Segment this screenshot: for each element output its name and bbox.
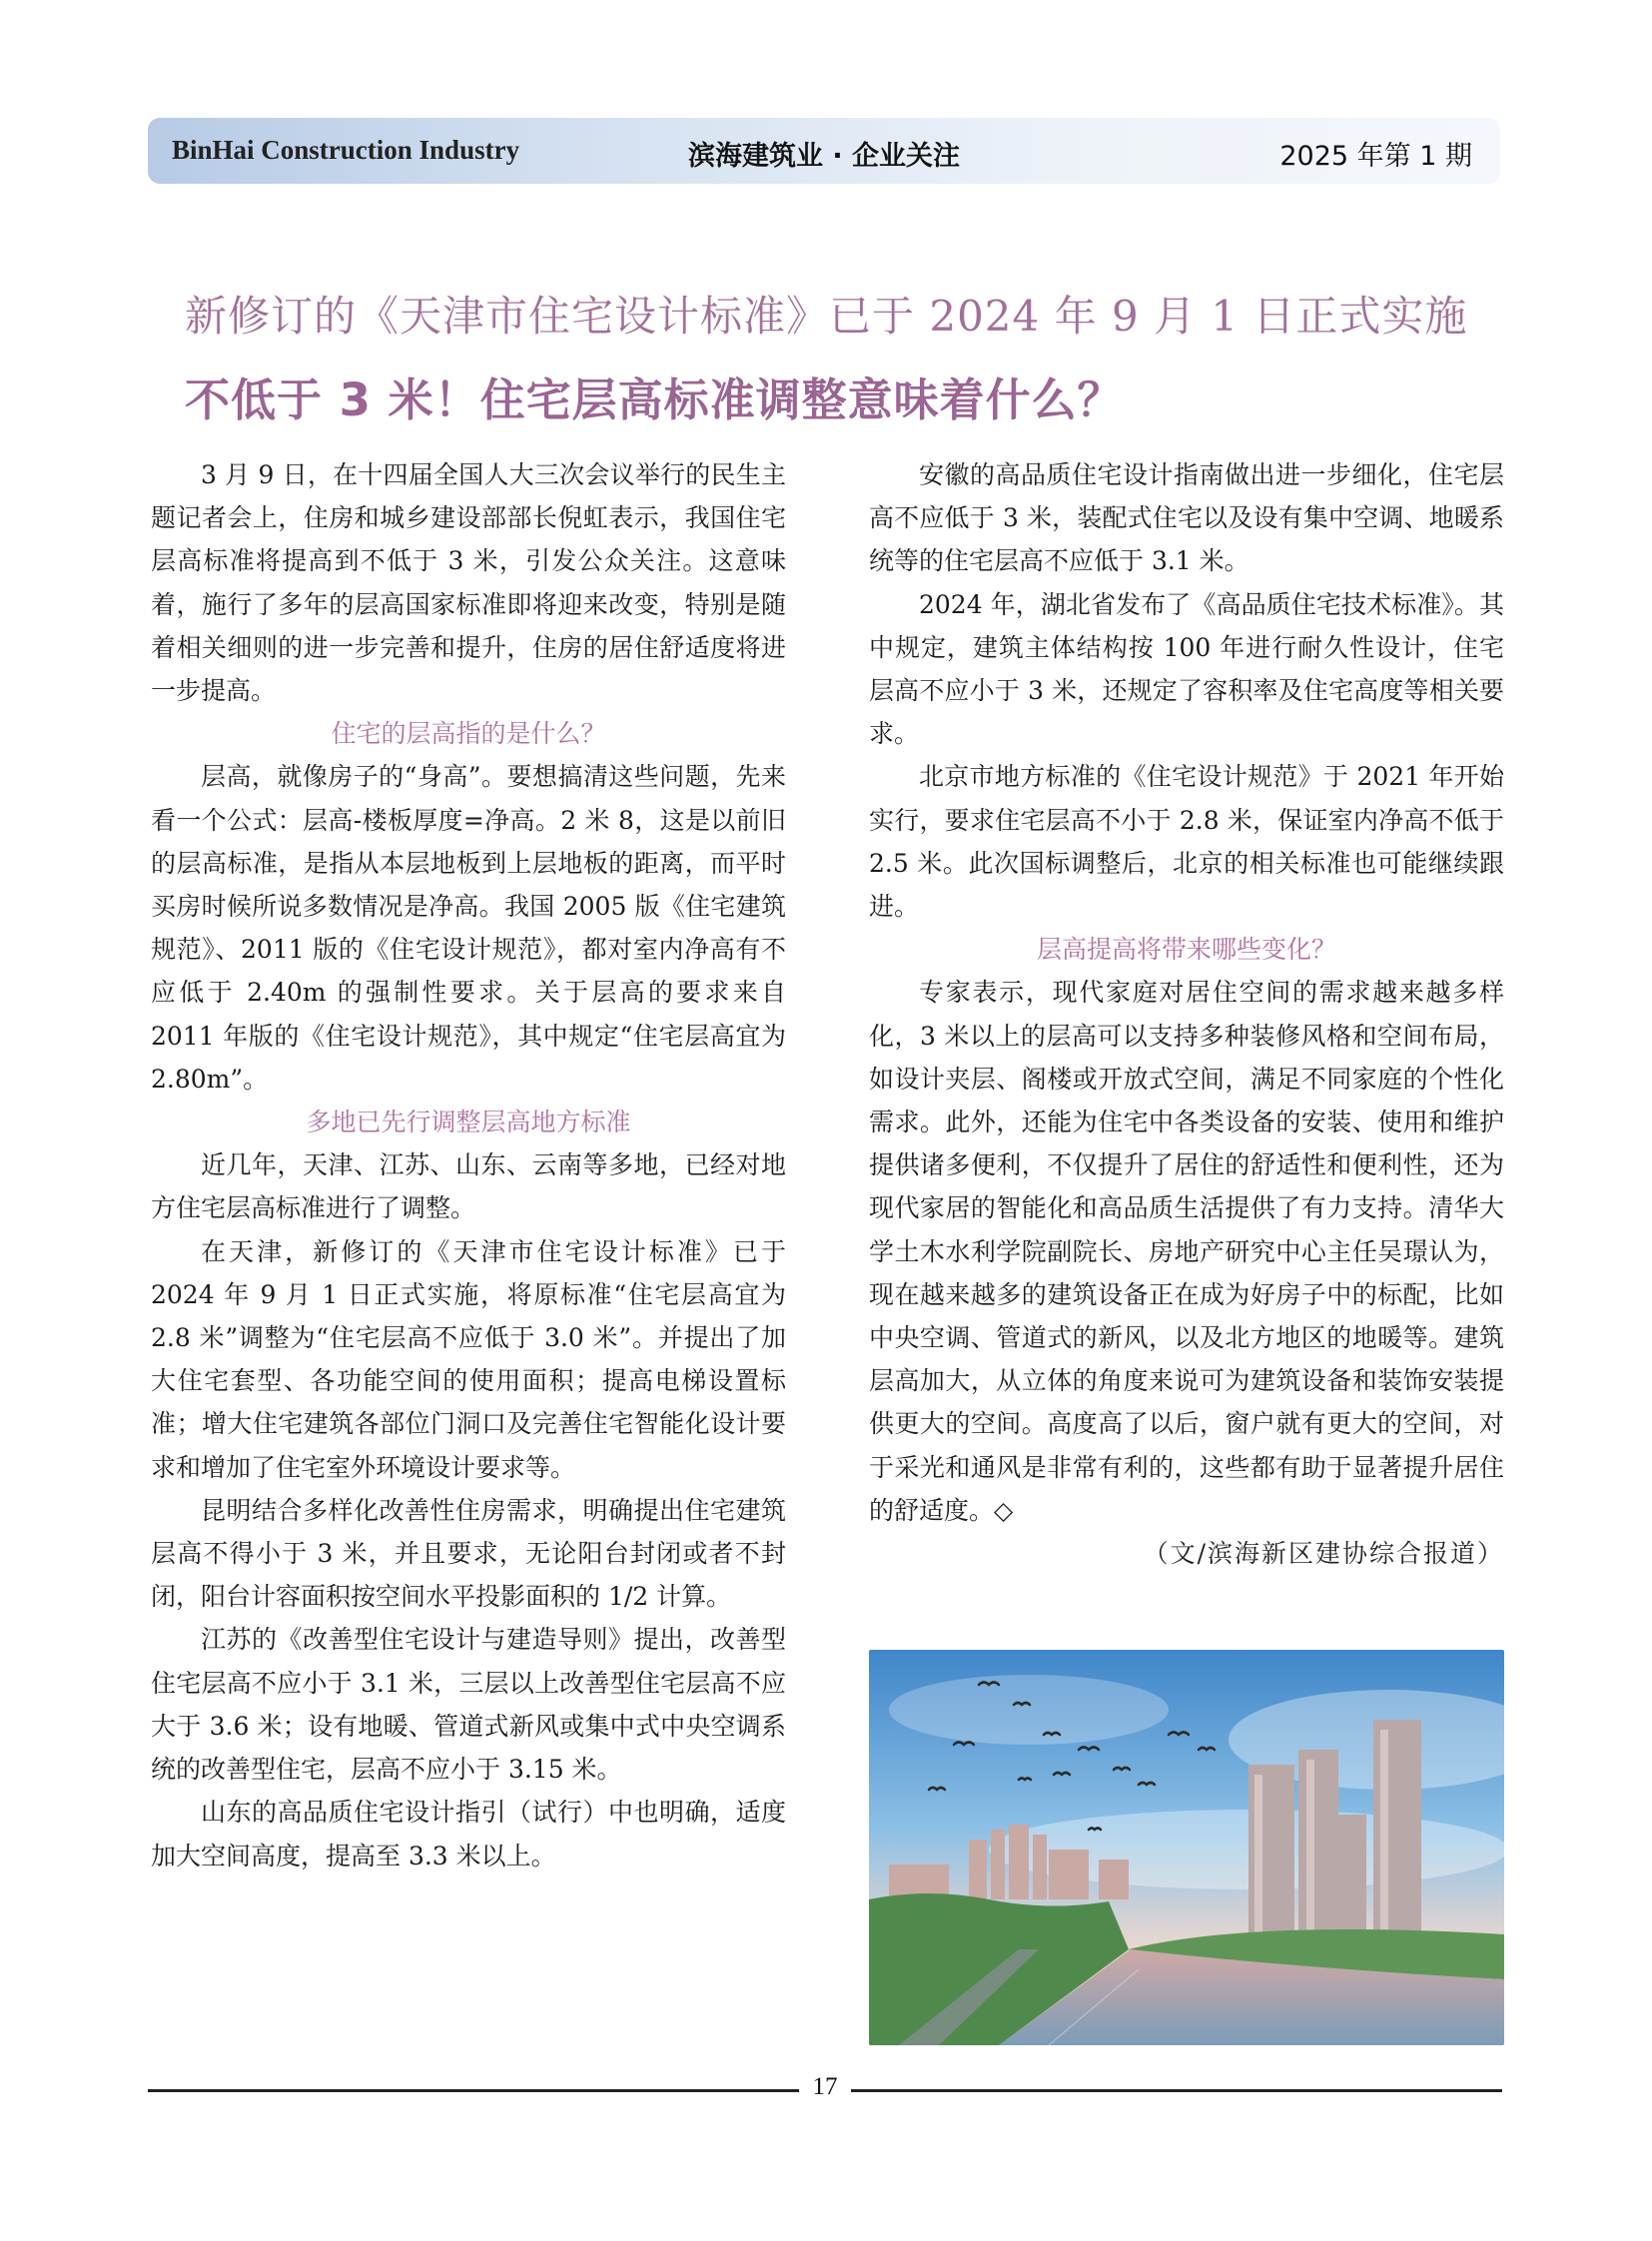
paragraph: 3 月 9 日，在十四届全国人大三次会议举行的民生主题记者会上，住房和城乡建设部部长倪虹表示，我国住宅层高标准将提高到不低于 3 米，引发公众关注。这意味着，施行了多年的层高国家标准即将迎来改变，特别是随着相关细则的进一步完善和提升，住房的居住舒适度将进一步提高。: [151, 460, 786, 706]
article-credit: （文/滨海新区建协综合报道）: [1143, 1539, 1504, 1569]
section-heading: 多地已先行调整层高地方标准: [306, 1108, 631, 1137]
paragraph: 层高，就像房子的“身高”。要想搞清这些问题，先来看一个公式：层高-楼板厚度=净高。2 米 8，这是以前旧的层高标准，是指从本层地板到上层地板的距离，而平时买房时候所说多数情况是净高。我国 2005 版《住宅建筑规范》、2011 版的《住宅设计规范》，都对室内净高有不应低于 2.40m 的强制性要求。关于层高的要求来自 2011 年版的《住宅设计规范》，其中规定“住宅层高宜为 2.80m”。: [151, 762, 786, 1094]
section-name: 滨海建筑业 · 企业关注: [687, 141, 961, 172]
header-bar: [148, 118, 1500, 184]
paragraph: 昆明结合多样化改善性住房需求，明确提出住宅建筑层高不得小于 3 米，并且要求，无论阳台封闭或者不封闭，阳台计容面积按空间水平投影面积的 1/2 计算。: [151, 1495, 786, 1612]
city-skyline-photo: [869, 1650, 1504, 2045]
footer-rule-right: [851, 2089, 1502, 2092]
paragraph: 专家表示，现代家庭对居住空间的需求越来越多样化，3 米以上的层高可以支持多种装修风格和空间布局，如设计夹层、阁楼或开放式空间，满足不同家庭的个性化需求。此外，还能为住宅中各类设备的安装、使用和维护提供诸多便利，不仅提升了居住的舒适性和便利性，还为现代家居的智能化和高品质生活提供了有力支持。清华大学土木水利学院副院长、房地产研究中心主任吴璟认为，现在越来越多的建筑设备正在成为好房子中的标配，比如中央空调、管道式的新风，以及北方地区的地暖等。建筑层高加大，从立体的角度来说可为建筑设备和装饰安装提供更大的空间。高度高了以后，窗户就有更大的空间，对于采光和通风是非常有利的，这些都有助于显著提升居住的舒适度。◇: [869, 978, 1504, 1525]
article-title: 不低于 3 米！住宅层高标准调整意味着什么？: [185, 374, 1124, 426]
section-heading: 层高提高将带来哪些变化？: [1036, 935, 1336, 965]
paragraph: 2024 年，湖北省发布了《高品质住宅技术标准》。其中规定，建筑主体结构按 100 年进行耐久性设计，住宅层高不应小于 3 米，还规定了容积率及住宅高度等相关要求。: [869, 589, 1504, 749]
paragraph: 在天津，新修订的《天津市住宅设计标准》已于 2024 年 9 月 1 日正式实施，将原标准“住宅层高宜为 2.8 米”调整为“住宅层高不应低于 3.0 米”。并提出了加大住宅套型、各功能空间的使用面积；提高电梯设置标准；增大住宅建筑各部位门洞口及完善住宅智能化设计要求和增加了住宅室外环境设计要求等。: [151, 1236, 786, 1482]
right-column: [869, 453, 1504, 1575]
footer-rule-left: [148, 2089, 799, 2092]
paragraph: 北京市地方标准的《住宅设计规范》于 2021 年开始实行，要求住宅层高不小于 2.8 米，保证室内净高不低于 2.5 米。此次国标调整后，北京的相关标准也可能继续跟进。: [869, 762, 1504, 922]
paragraph: 山东的高品质住宅设计指引（试行）中也明确，适度加大空间高度，提高至 3.3 米以上。: [151, 1798, 786, 1870]
article-subtitle: 新修订的《天津市住宅设计标准》已于 2024 年 9 月 1 日正式实施: [185, 292, 1468, 341]
issue-label: 2025 年第 1 期: [1279, 141, 1472, 172]
publication-name: BinHai Construction Industry: [172, 135, 520, 165]
paragraph: 近几年，天津、江苏、山东、云南等多地，已经对地方住宅层高标准进行了调整。: [151, 1150, 786, 1223]
section-heading: 住宅的层高指的是什么？: [331, 719, 606, 749]
paragraph: 江苏的《改善型住宅设计与建造导则》提出，改善型住宅层高不应小于 3.1 米，三层以上改善型住宅层高不应大于 3.6 米；设有地暖、管道式新风或集中式中央空调系统的改善型住宅，层高不应小于 3.15 米。: [151, 1625, 786, 1785]
paragraph: 安徽的高品质住宅设计指南做出进一步细化，住宅层高不应低于 3 米，装配式住宅以及设有集中空调、地暖系统等的住宅层高不应低于 3.1 米。: [869, 460, 1504, 576]
page-number: 17: [812, 2073, 838, 2100]
left-column: [151, 453, 786, 1877]
